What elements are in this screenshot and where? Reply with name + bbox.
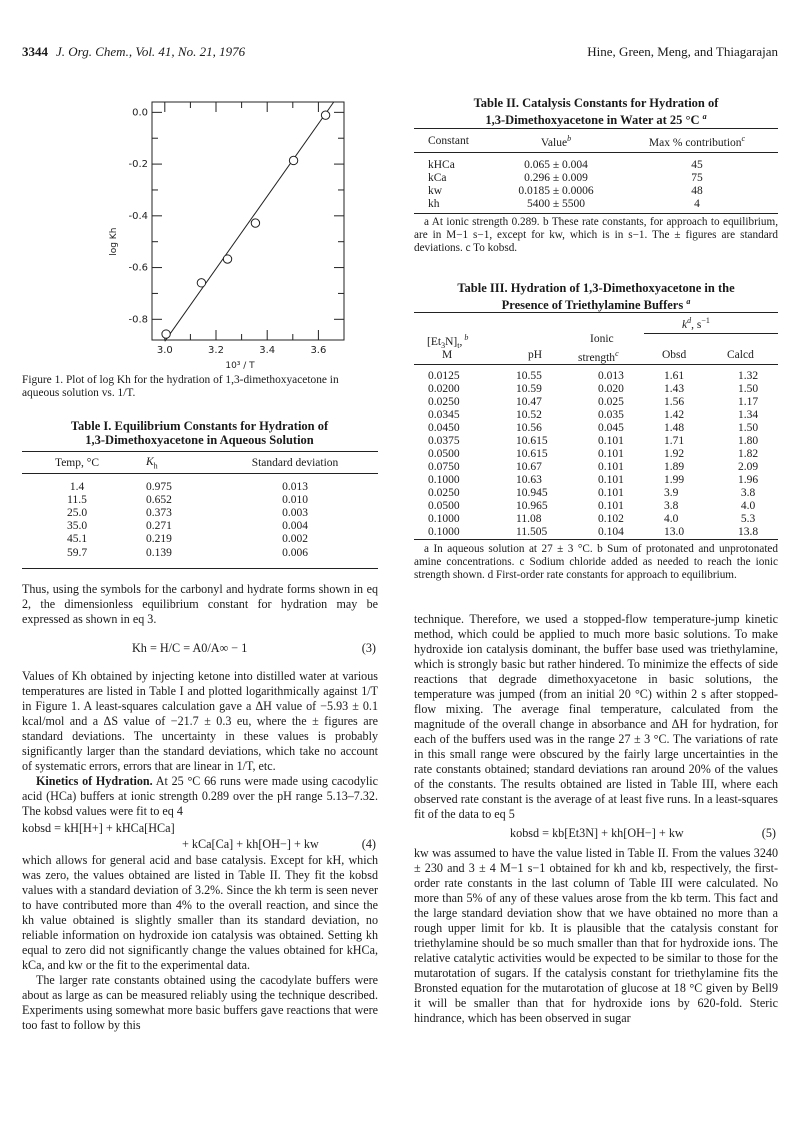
table-cell: 0.0750: [428, 460, 460, 473]
x-tick-label: 3.4: [259, 345, 276, 356]
table-cell: 5.3: [740, 512, 756, 525]
page-number: 3344: [22, 44, 48, 59]
table-cell: 0.101: [598, 486, 624, 499]
equation-5-number: (5): [761, 826, 776, 840]
x-axis-label: 10³ / T: [225, 361, 255, 371]
table-cell: 1.43: [664, 382, 685, 395]
table-row: [414, 499, 778, 512]
table-1-body: [22, 480, 378, 559]
table-row: [414, 473, 778, 486]
table-2: [414, 133, 778, 210]
data-point: [162, 330, 170, 338]
table-cell: 1.99: [664, 473, 685, 486]
table-row: [414, 421, 778, 434]
table-cell: 0.1000: [428, 512, 460, 525]
table-2-notes: a At ionic strength 0.289. b These rate constants, for approach to equilibrium, are in M−1 s−1, except for kw, which is in s−1. The ± figures are standard deviations. c To kobsd.: [414, 216, 778, 254]
section-heading-kinetics: Kinetics of Hydration.: [36, 774, 153, 788]
table-cell: 10.63: [516, 473, 542, 486]
table-cell: 0.1000: [428, 473, 460, 486]
table-cell: 0.0125: [428, 369, 460, 382]
table-3-bottom-rule: [414, 539, 778, 540]
table-3-col-calcd: Calcd: [727, 349, 754, 361]
table-cell: 0.013: [282, 480, 308, 493]
table-row: [414, 184, 778, 197]
table-cell: 5400 ± 5500: [526, 197, 586, 210]
table-cell: 0.101: [598, 499, 624, 512]
table-cell: 0.102: [598, 512, 624, 525]
table-2-title: [414, 96, 778, 127]
table-cell: 4.0: [664, 512, 679, 525]
plot-frame: [152, 102, 344, 340]
table-3-body: [414, 369, 778, 538]
left-column-text: [22, 582, 378, 1033]
table-cell: 1.32: [737, 369, 759, 382]
data-point: [197, 279, 205, 287]
table-cell: 0.101: [598, 434, 624, 447]
table-2-body: [414, 158, 778, 210]
table-cell: 1.71: [664, 434, 685, 447]
data-point: [321, 111, 329, 119]
table-1-top-rule: [22, 451, 378, 452]
table-cell: 1.42: [664, 408, 685, 421]
table-cell: 10.52: [516, 408, 542, 421]
table-row: [22, 493, 378, 506]
table-3-head-rule: [414, 364, 778, 365]
table-1-title: [22, 419, 377, 447]
equation-3-number: (3): [361, 641, 376, 655]
table-cell: 10.615: [516, 447, 548, 460]
table-3-top-rule: [414, 312, 778, 313]
table-cell: 1.89: [664, 460, 685, 473]
table-cell: 35.0: [66, 520, 88, 533]
table-cell: 0.010: [282, 493, 308, 506]
y-tick-label: -0.4: [128, 210, 148, 222]
table-1-title-line1: Table I. Equilibrium Constants for Hydration of: [70, 419, 329, 433]
table-cell: 0.975: [146, 480, 172, 493]
table-1-bottom-rule: [22, 568, 378, 569]
table-cell: 0.0500: [428, 447, 460, 460]
equation-5-text: kobsd = kb[Et3N] + kh[OH−] + kw: [510, 826, 684, 840]
table-row: [22, 506, 378, 519]
table-cell: 10.59: [516, 382, 542, 395]
para-kinetics-text: At 25 °C 66 runs were made using cacodylic acid (HCa) buffers at ionic strength 0.289 over the pH range 5.13–7.32. The kobsd values were fit to eq 4: [22, 774, 378, 818]
table-cell: 0.101: [598, 473, 624, 486]
table-cell: 0.652: [146, 493, 172, 506]
header-authors: Hine, Green, Meng, and Thiagarajan: [587, 44, 778, 59]
equation-4-line1: kobsd = kH[H+] + kHCa[HCa]: [22, 821, 175, 835]
table-row: [22, 480, 378, 493]
table-1-col-temp: Temp, °C: [54, 457, 100, 469]
table-cell: 4: [694, 197, 700, 210]
table-cell: 0.0375: [428, 434, 460, 447]
para-kinetics: [22, 774, 378, 819]
table-3-title-sup: a: [686, 297, 691, 306]
table-cell: 3.8: [740, 486, 756, 499]
table-cell: 1.50: [737, 382, 759, 395]
table-cell: 10.965: [516, 499, 548, 512]
table-2-title-sup: a: [702, 112, 707, 121]
table-row: [414, 486, 778, 499]
table-row: [414, 460, 778, 473]
table-cell: 10.55: [516, 369, 542, 382]
table-row: [414, 447, 778, 460]
table-cell: 4.0: [740, 499, 756, 512]
equation-3-text: Kh = H/C = A0/A∞ − 1: [132, 641, 248, 655]
table-cell: 0.002: [282, 533, 308, 546]
table-cell: 0.0345: [428, 408, 460, 421]
table-row: [414, 512, 778, 525]
table-2-col-max-label: Max % contribution: [648, 136, 742, 149]
table-1-col-sd: Standard deviation: [251, 457, 339, 469]
figure-1-plot: [84, 92, 384, 374]
table-3-col-ph: pH: [528, 349, 543, 361]
table-2-bottom-rule: [414, 213, 778, 214]
table-2-title-line2-wrap: [414, 110, 778, 127]
table-cell: 2.09: [737, 460, 759, 473]
table-cell: 0.104: [598, 525, 624, 538]
table-3: [414, 369, 778, 538]
table-cell: 1.82: [737, 447, 759, 460]
table-3-title-line2: Presence of Triethylamine Buffers: [501, 298, 684, 313]
table-cell: 0.0450: [428, 421, 460, 434]
table-cell: 0.0250: [428, 486, 460, 499]
table-cell: 1.4: [69, 480, 85, 493]
table-2-header-row: [414, 133, 778, 149]
table-cell: 0.004: [282, 520, 308, 533]
para-eq3-intro: Thus, using the symbols for the carbonyl and hydrate forms shown in eq 2, the dimensionless equilibrium constant for hydration may be expressed as shown in eq 3.: [22, 582, 378, 626]
table-3-col-obsd: Obsd: [662, 349, 687, 361]
para-kh-values: Values of Kh obtained by injecting ketone into distilled water at various temperatures are listed in Table I and plotted logarithmically against 1/T in Figure 1. A least-squares calculation gave a ΔH value of −5.93 ± 0.1 kcal/mol and a ΔS value of −21.7 ± 0.3 eu, where the ± figures are standard deviations. The uncertainty in these values is probably significantly larger than the standard deviations, which take no account of systematic errors, errors that are linear in 1/T, etc.: [22, 669, 378, 773]
y-tick-label: -0.2: [128, 159, 148, 171]
table-cell: 0.013: [598, 369, 624, 382]
journal-citation: J. Org. Chem., Vol. 41, No. 21, 1976: [56, 44, 246, 59]
table-row: [414, 369, 778, 382]
table-cell: 1.80: [737, 434, 759, 447]
equation-4-line2: + kCa[Ca] + kh[OH−] + kw: [182, 837, 319, 851]
table-cell: 11.5: [67, 493, 87, 506]
table-cell: 13.8: [737, 525, 759, 538]
table-1-header-row: [22, 455, 378, 471]
table-3-col-et3n-unit: M: [442, 349, 453, 361]
table-3-title-line1: Table III. Hydration of 1,3-Dimethoxyacetone in the: [457, 281, 735, 295]
x-tick-label: 3.0: [156, 345, 173, 356]
table-cell: 13.0: [664, 525, 685, 538]
table-3-col-strength: strength$^c$: [578, 349, 619, 364]
table-cell: kw: [428, 184, 443, 197]
table-cell: 0.065 ± 0.004: [524, 158, 588, 171]
table-cell: kCa: [428, 171, 447, 184]
table-cell: 10.56: [516, 421, 542, 434]
table-row: [414, 171, 778, 184]
table-2-col-max: Max % contribution$^c$: [648, 133, 746, 149]
equation-4-number: (4): [361, 837, 376, 851]
y-tick-label: 0.0: [132, 107, 148, 119]
page-header: [22, 44, 778, 66]
table-cell: 0.0250: [428, 395, 460, 408]
data-point: [223, 255, 231, 263]
table-cell: 0.045: [598, 421, 624, 434]
y-tick-label: -0.8: [128, 314, 148, 326]
x-tick-label: 3.2: [208, 345, 224, 356]
table-cell: 45.1: [66, 533, 88, 546]
equation-3: [22, 631, 378, 667]
table-cell: 3.9: [664, 486, 679, 499]
para-cacodylate: The larger rate constants obtained using the cacodylate buffers were about as large as can be measured reliably using the technique described. Experiments using somewhat more basic buffers gave reactions that were too fast to follow by this: [22, 973, 378, 1032]
table-cell: 11.08: [516, 512, 542, 525]
para-kw-assumed: kw was assumed to have the value listed in Table II. From the values 3240 ± 230 and 3 ± 4 M−1 s−1 obtained for kh and kb, respectively, the first-order rate constants in the last column of Table III were calculated. No more than 5% of any of these values arose from the kb term. This fact and the large standard deviation show that we have obtained no more than a rough upper limit for kb. It is plausible that the catalysis constant for triethylamine should be so much smaller than that for hydroxide ions. The relative catalytic activities would be expected to be similar to those for the mutarotation of sugars. If the catalysis constant for triethylamine fits the Bronsted equation for the mutarotation of glucose at 18 °C given by Bell9 it will be smaller than that for hydroxide ions by 620-fold. Steric hindrance, which has been observed in sugar: [414, 846, 778, 1025]
table-cell: 1.56: [664, 395, 685, 408]
y-axis-label: log Kh: [109, 227, 119, 256]
table-cell: 0.373: [146, 506, 172, 519]
table-3-title: [414, 281, 778, 312]
table-cell: 1.92: [664, 447, 685, 460]
y-tick-label: -0.6: [128, 262, 148, 274]
table-cell: 75: [691, 171, 703, 184]
table-row: [414, 382, 778, 395]
table-row: [414, 197, 778, 210]
table-cell: kh: [428, 197, 440, 210]
para-catalysis: which allows for general acid and base catalysis. Except for kH, which was zero, the values obtained are listed in Table II. They fit the kobsd values with a standard deviation of 3.2%. Since the kh term is seen never to have contributed more than 4% to the overall reaction, and since the kh value obtained is slightly smaller than its standard deviation, no reliable information on hydroxide ion catalysis was obtained. Setting kh equal to zero did not significantly change the values obtained for kHCa, kCa, and kw or the fit to the experimental data.: [22, 853, 378, 972]
table-cell: 1.61: [664, 369, 685, 382]
table-3-col-et3n: $[Et_3N]_t$, $^b$: [427, 333, 469, 351]
table-cell: 0.101: [598, 460, 624, 473]
header-left: [22, 44, 245, 60]
figure-1-caption: Figure 1. Plot of log Kh for the hydration of 1,3-dimethoxyacetone in aqueous solution vs. 1/T.: [22, 374, 339, 399]
table-3-col-ionic: Ionic: [590, 333, 614, 345]
table-cell: 25.0: [66, 506, 88, 519]
table-cell: 0.0185 ± 0.0006: [518, 184, 594, 197]
table-2-title-line2: 1,3-Dimethoxyacetone in Water at 25 °C: [485, 113, 700, 128]
table-1: [22, 455, 378, 559]
table-cell: 1.50: [737, 421, 759, 434]
table-2-col-constant: Constant: [428, 135, 469, 147]
table-row: [22, 520, 378, 533]
table-1-title-line2: 1,3-Dimethoxyacetone in Aqueous Solution: [85, 433, 314, 447]
table-cell: 10.615: [516, 434, 548, 447]
table-cell: 59.7: [66, 546, 88, 559]
table-1-col-kh: $K_h$: [146, 455, 158, 471]
table-2-title-line1: Table II. Catalysis Constants for Hydration of: [473, 96, 719, 110]
table-3-notes: a In aqueous solution at 27 ± 3 °C. b Sum of protonated and unprotonated amine concentrations. c Sodium chloride added as needed to reach the ionic strength shown. d First-order rate constants for approach to equilibrium.: [414, 543, 778, 581]
table-cell: 48: [691, 184, 703, 197]
table-row: [414, 408, 778, 421]
table-cell: 0.1000: [428, 525, 460, 538]
table-cell: 11.505: [516, 525, 548, 538]
table-cell: 1.48: [664, 421, 685, 434]
right-column-text: [414, 612, 778, 1026]
table-row: [414, 395, 778, 408]
table-cell: 0.020: [598, 382, 624, 395]
table-cell: 1.17: [737, 395, 759, 408]
table-cell: 1.96: [737, 473, 759, 486]
table-cell: 0.006: [282, 546, 308, 559]
equation-5: [414, 824, 778, 844]
table-row: [22, 546, 378, 559]
table-cell: 10.67: [516, 460, 542, 473]
table-cell: 0.139: [146, 546, 172, 559]
para-stopped-flow: technique. Therefore, we used a stopped-flow temperature-jump kinetic method, which could be applied to much more basic solutions. To make hydroxide ion catalysis dominant, the buffer base used was triethylamine, which is strongly basic but rather hindered. To minimize the effects of side reactions that degrade dimethoxyacetone in basic solutions, the temperature was jumped (from an initial 20 °C) within 2 s after stopped-flow mixing. The average final temperature, calculated from the magnitude of the overall change in absorbance and ΔH for hydration, for each of the buffers used was in the range 27 ± 3 °C. The variations of rate in this small range were obscured by the fairly large uncertainties in the rate constants obtained; standard deviations ran around 20% of the values of the constants. The results obtained are listed in Table III, where each observed rate constant is the average of at least five runs. In a least-squares fit of the data to eq 5: [414, 612, 778, 821]
table-cell: 1.34: [737, 408, 759, 421]
fit-line: [165, 102, 334, 341]
table-cell: 0.271: [146, 520, 172, 533]
table-2-top-rule: [414, 128, 778, 129]
table-cell: 0.0200: [428, 382, 460, 395]
table-cell: 0.101: [598, 447, 624, 460]
data-point: [289, 156, 297, 164]
table-cell: 0.003: [282, 506, 308, 519]
table-cell: 45: [691, 158, 703, 171]
data-point: [251, 219, 259, 227]
table-cell: 3.8: [664, 499, 679, 512]
table-row: [414, 158, 778, 171]
table-row: [22, 533, 378, 546]
table-row: [414, 525, 778, 538]
table-row: [414, 434, 778, 447]
table-cell: 0.296 ± 0.009: [524, 171, 588, 184]
table-cell: 10.945: [516, 486, 548, 499]
table-2-col-value: Value$^b$: [540, 133, 572, 149]
table-3-title-line2-wrap: [414, 295, 778, 312]
table-2-col-value-label: Value: [540, 136, 568, 149]
table-cell: 0.219: [146, 533, 172, 546]
table-3-col-group: $k^d$, $s^{-1}$: [682, 316, 710, 331]
table-cell: 10.47: [516, 395, 542, 408]
table-cell: 0.0500: [428, 499, 460, 512]
equation-4: [22, 820, 378, 852]
table-cell: 0.035: [598, 408, 624, 421]
table-cell: 0.025: [598, 395, 624, 408]
table-3-header: [414, 316, 778, 364]
table-cell: kHCa: [428, 158, 455, 171]
table-3-group-rule: [644, 333, 778, 334]
x-tick-label: 3.6: [310, 345, 327, 356]
